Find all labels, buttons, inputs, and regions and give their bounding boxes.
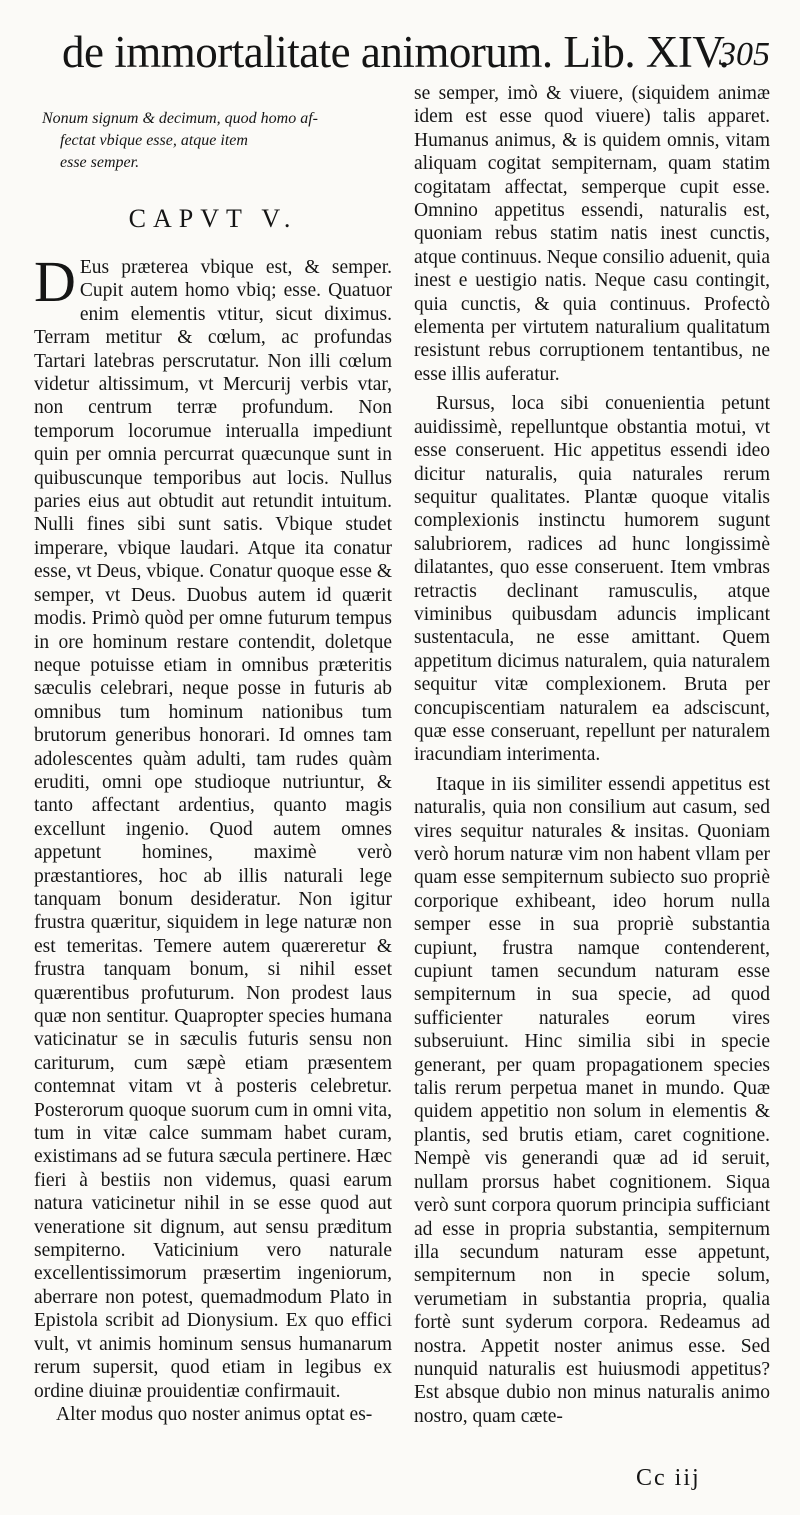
right-column	[414, 82, 770, 1428]
paragraph	[34, 249, 393, 1403]
argument-line: Nonum signum & decimum, quod homo af-	[42, 110, 318, 127]
running-title: de immortalitate animorum. Lib. XIV.	[62, 27, 730, 77]
paragraph: Alter modus quo noster animus optat es-	[56, 1403, 373, 1425]
paragraph-text: Eus præterea vbique est, & semper. Cupit autem homo vbiq; esse. Quatuor enim elementis vtitur, sicut diximus. Terram metitur & cœlum, ac profundas Tartari latebras perscrutatur. Non illi cœlum videtur altissimum, vt Mercurij verbis vtar, non centrum terræ profundum. Non temporum locorumue interualla impediunt quin per omnia percurrat quæcunque sunt in quibuscunque temporibus aut locis. Nullus paries eius aut obtudit aut retundit intuitum. Nulli fines sibi sunt satis. Vbique studet imperare, vbique laudari. Atque ita conatur esse, vt Deus, vbique. Conatur quoque esse & semper, vt Deus. Duobus autem id quærit modis. Primò quòd per omne futurum tempus in ore hominum restare contendit, doletque neque potuisse etiam in omnibus præteritis sæculis celebrari, neque posse in futuris ab omnibus tum hominum nationibus tum brutorum generibus honorari. Id omnes tam adolescentes quàm adulti, tam rudes quàm eruditi, omni ope studioque nutriuntur, & tanto affectant ardentius, quanto magis excellunt ingenio. Quod autem omnes appetunt homines, maximè verò præstantiores, hoc ab illis naturali lege tanquam bonum desideratur. Non igitur frustra quæritur, siquidem in lege naturæ non est temeritas. Temere autem quæreretur & frustra tanquam bonum, si nihil esset quærentibus profuturum. Non prodest laus quæ non sentitur. Quapropter species humana vaticinatur se in sæculis futuris sensu non cariturum, cum sæpè etiam præsentem contemnat vitam vt à posteris celebretur. Posterorum quoque suorum cum in omni vita, tum in vitæ calce summam habet curam, existimans ad se futura sæcula pertinere. Hæc fieri à bestiis non videmus, quasi earum natura vaticinetur nihil in se esse quod aut veneratione sit dignum, aut sensu præditum sempiterno. Vaticinium vero naturale excellentissimorum præsertim ingeniorum, aberrare non potest, quemadmodum Plato in Epistola scribit ad Dionysium. Ex quo effici vult, vt animis hominum sensus humanarum rerum supersit, quod etiam in legibus ex ordine diuinæ prouidentiæ confirmauit.	[34, 257, 393, 1402]
left-body-text	[34, 249, 393, 1426]
chapter-heading: CAPVT V.	[128, 204, 298, 233]
argument-line: esse semper.	[60, 154, 140, 171]
page-header	[30, 22, 770, 82]
paragraph: Rursus, loca sibi conuenientia petunt auidissimè, repelluntque obstantia motui, vt esse conseruent. Hic appetitus essendi ideo dicitur naturalis, quia naturales rerum sequitur qualitates. Plantæ quoque vitalis complexionis instinctu humorem sugunt salubriorem, radices ad hunc longissimè dilatantes, quo esse conseruent. Item vmbras retractis declinant ramusculis, atque viminibus quibusdam aduncis implicant sustentacula, ne esse amittant. Quem appetitum dicimus naturalem, quia naturalem sequitur vitæ complexionem. Bruta per concupiscentiam naturalem ea adsciscunt, quæ esse conseruant, repellunt per naturalem iracundiam interimenta.	[414, 393, 770, 766]
page-number: 305	[719, 36, 770, 73]
paragraph: Itaque in iis similiter essendi appetitus est naturalis, quia non consilium aut casum, sed vires sequitur naturales & insitas. Quoniam verò horum naturæ vim non habent vllam per quam esse sempiternum subiecto suo propriè corporique exhibeant, ideo horum nulla semper esse in sua propriè substantia cupiunt, frustra namque contenderent, cupiunt tamen secundum naturam esse sempiternum in sua specie, ad quod sufficienter naturales eorum vires subseruiunt. Hinc similia sibi in specie generant, per quam propagationem species talis rerum perpetua manet in mundo. Quæ quidem appetitio non solum in elementis & plantis, sed brutis etiam, caret cognitione. Nempè vis generandi quæ ad id seruit, nullam prorsus habet cognitionem. Siqua verò sunt corpora quorum principia sufficiant ad esse in propria substantia, sempiternum illa secundum naturam esse appetunt, sempiternum non in specie solum, verumetiam in substantia propria, qualia fortè sunt syderum corpora. Redeamus ad nostra. Appetit noster animus esse. Sed nunquid naturalis est huiusmodi appetitus? Est absque dubio non minus naturalis animo nostro, quam cæte-	[414, 773, 770, 1427]
paragraph: se semper, imò & viuere, (siquidem animæ idem est esse quod viuere) talis apparet. Humanus animus, & is quidem omnis, vitam aliquam cogitat sempiternam, quam statim cogitatam affectat, semperque cupit esse. Omnino appetitus essendi, naturalis est, quoniam rebus statim natis inest cunctis, atque continuus. Neque consilio aduenit, quia inest e uestigio natis. Neque casu contingit, quia cunctis, & quia continuus. Profectò elementa per virtutem naturalium qualitatum resistunt rebus corruptionem tentantibus, ne esse illis auferatur.	[414, 83, 770, 385]
chapter-argument	[42, 108, 392, 174]
argument-line: fectat vbique esse, atque item	[60, 132, 248, 149]
right-body-text	[414, 82, 770, 1428]
drop-cap: D	[34, 249, 76, 314]
signature-mark: Cc iij	[636, 1465, 701, 1491]
left-column	[34, 108, 392, 1426]
